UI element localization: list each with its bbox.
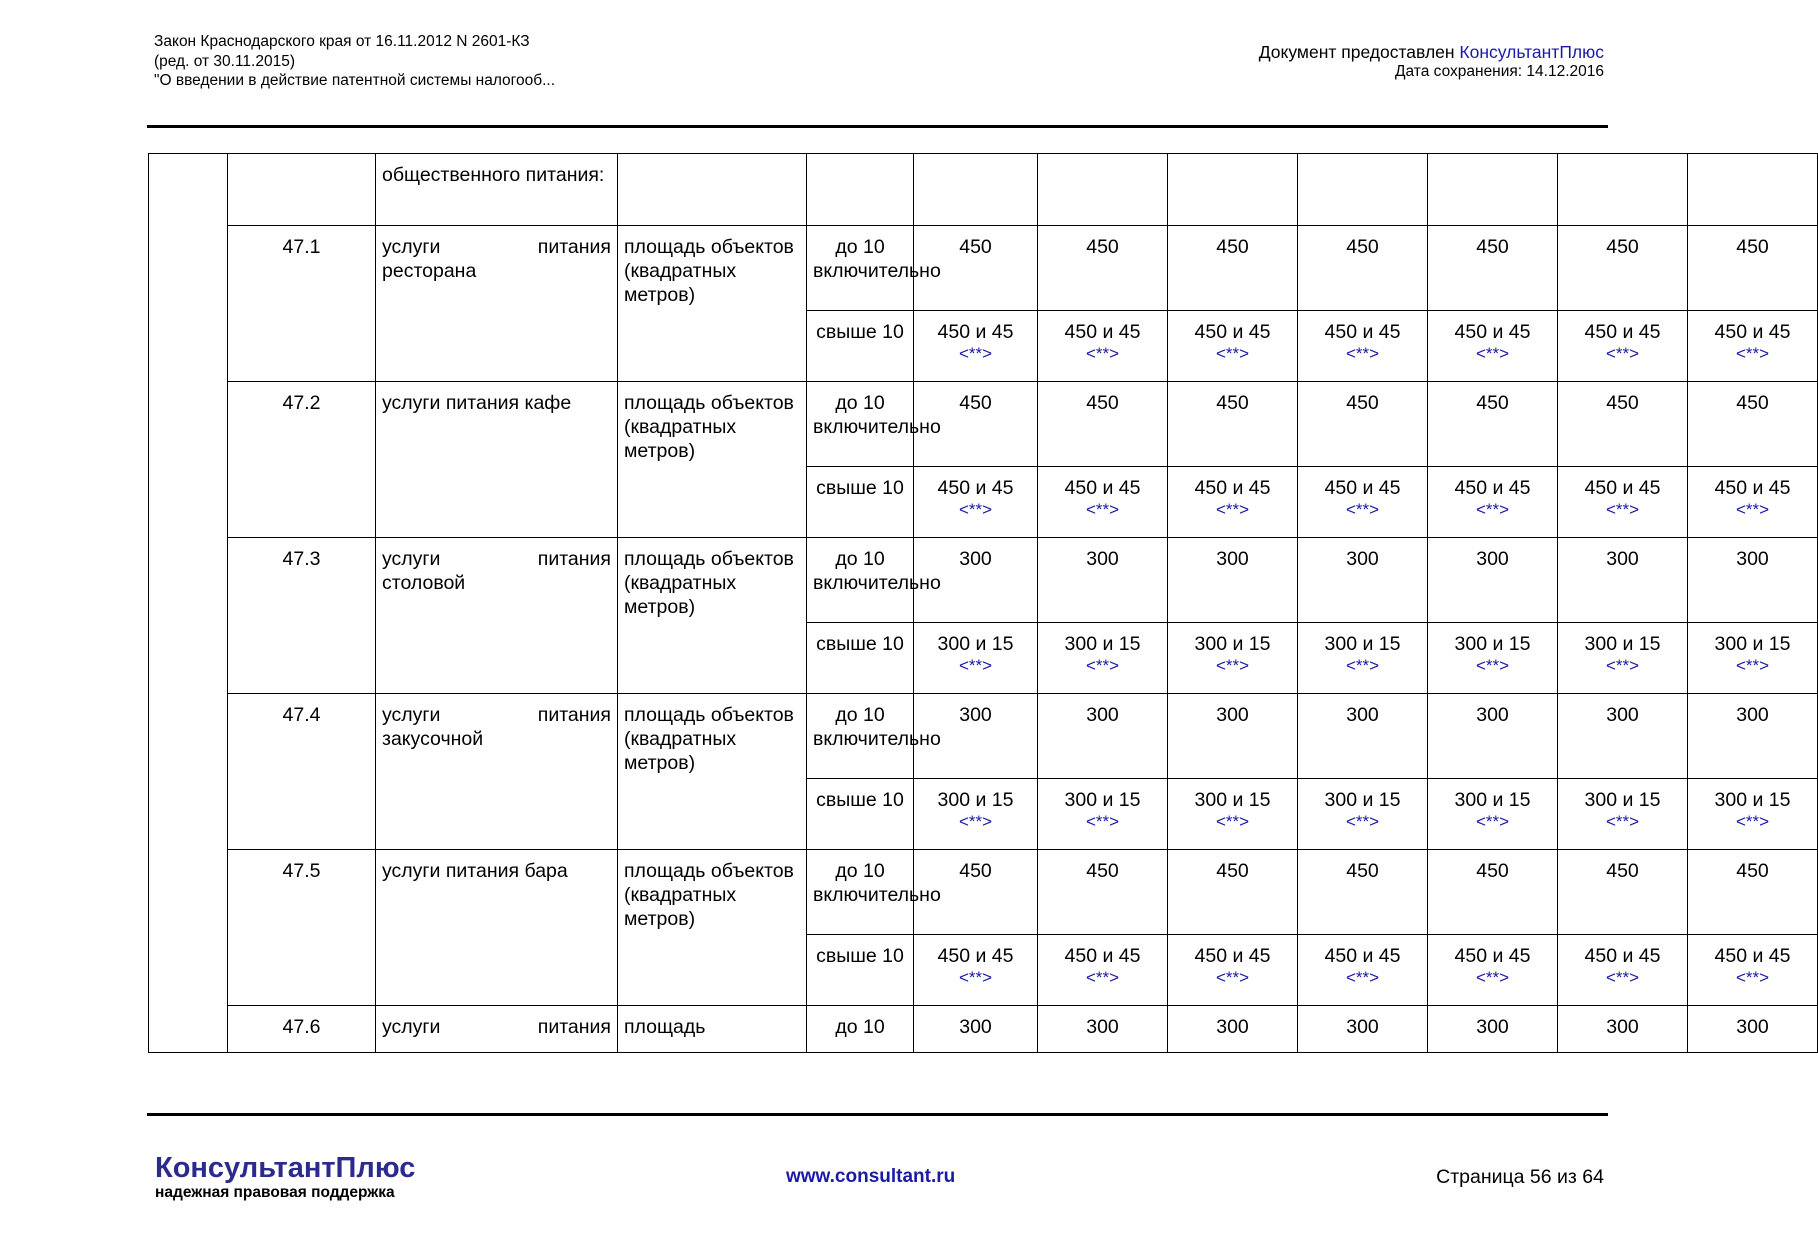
name-word: услуги [382, 548, 441, 570]
footnote-ref-link[interactable]: <**> [1345, 656, 1380, 675]
value-text: 450 и 45 [937, 945, 1014, 967]
footnote-ref-link[interactable]: <**> [1605, 968, 1640, 987]
footnote-ref-link[interactable]: <**> [958, 968, 993, 987]
cell-value [1688, 467, 1818, 538]
cell-value: 450 [1558, 382, 1688, 467]
cell-num: 47.3 [228, 538, 376, 694]
cell-value [1688, 779, 1818, 850]
cell-value: 450 [1298, 382, 1428, 467]
cell-value: 300 [914, 694, 1038, 779]
cell-value [1428, 623, 1558, 694]
brand-logo: КонсультантПлюс [155, 1152, 416, 1184]
cell-value [1298, 467, 1428, 538]
name-word: услуги [382, 1016, 441, 1038]
value-text: 300 и 15 [1194, 789, 1271, 811]
value-text: 300 и 15 [1584, 789, 1661, 811]
value-text: 450 и 45 [1324, 945, 1401, 967]
cell-num: 47.6 [228, 1006, 376, 1053]
name-word: питания [537, 1016, 611, 1038]
cell-value: 450 [914, 226, 1038, 311]
cell-value [1688, 935, 1818, 1006]
cell-value: 450 [1428, 850, 1558, 935]
value-text: 300 и 15 [1714, 789, 1791, 811]
footnote-ref-link[interactable]: <**> [1085, 344, 1120, 363]
cell-value: 450 [1298, 850, 1428, 935]
value-text: 300 и 15 [1454, 633, 1531, 655]
cell-value [1298, 311, 1428, 382]
brand-tagline: надежная правовая поддержка [155, 1184, 395, 1201]
value-text: 300 и 15 [1584, 633, 1661, 655]
table-row [149, 226, 1818, 311]
footnote-ref-link[interactable]: <**> [1475, 344, 1510, 363]
cell-value: 300 [1298, 694, 1428, 779]
cell-value: 300 [914, 1006, 1038, 1053]
blank-left-column [149, 154, 228, 1053]
cell-num [228, 154, 376, 226]
header-provided [1259, 42, 1604, 62]
cell-value [1168, 779, 1298, 850]
cell-value: 450 [1558, 850, 1688, 935]
cell-value: 450 [1038, 382, 1168, 467]
cell-value [1168, 311, 1298, 382]
cell-unit: площадь объектов (квадратных метров) [618, 850, 807, 1006]
footnote-ref-link[interactable]: <**> [1475, 812, 1510, 831]
footnote-ref-link[interactable]: <**> [1735, 344, 1770, 363]
page-counter: Страница 56 из 64 [1436, 1166, 1604, 1188]
footnote-ref-link[interactable]: <**> [958, 500, 993, 519]
cell-value: 450 [1038, 226, 1168, 311]
cell-name [376, 226, 618, 382]
header-save-date: Дата сохранения: 14.12.2016 [1395, 63, 1604, 80]
cell-value [1558, 935, 1688, 1006]
cell-area-over: свыше 10 [807, 935, 914, 1006]
cell-value [914, 311, 1038, 382]
cell-value: 450 [1038, 850, 1168, 935]
header-provided-prefix: Документ предоставлен [1258, 42, 1460, 62]
cell-value: 300 [1558, 694, 1688, 779]
cell-area-upto: до 10 включительно [807, 538, 914, 623]
value-text: 450 и 45 [1194, 477, 1271, 499]
cell-num: 47.2 [228, 382, 376, 538]
value-text: 300 и 15 [937, 633, 1014, 655]
cell-value: 300 [1168, 694, 1298, 779]
cell-value [914, 935, 1038, 1006]
cell-area-upto: до 10 [807, 1006, 914, 1053]
cell-name [376, 694, 618, 850]
value-text: 450 и 45 [1454, 945, 1531, 967]
footnote-ref-link[interactable]: <**> [1085, 500, 1120, 519]
tariff-table-viewport [148, 153, 1791, 1093]
cell-value: 450 [914, 850, 1038, 935]
cell-area-over: свыше 10 [807, 623, 914, 694]
footnote-ref-link[interactable]: <**> [1345, 968, 1380, 987]
footnote-ref-link[interactable]: <**> [1605, 812, 1640, 831]
footnote-ref-link[interactable]: <**> [1215, 812, 1250, 831]
footnote-ref-link[interactable]: <**> [1215, 656, 1250, 675]
cell-value: 300 [1038, 694, 1168, 779]
name-word: ресторана [382, 260, 477, 282]
footer-site-link[interactable]: www.consultant.ru [786, 1166, 956, 1187]
header-brand-link[interactable]: КонсультантПлюс [1459, 42, 1604, 62]
document-header-meta [1259, 42, 1604, 82]
cell-value: 300 [1428, 1006, 1558, 1053]
cell-value [1298, 154, 1428, 226]
cell-name: услуги питания бара [376, 850, 618, 1006]
document-header-title [154, 32, 555, 91]
footnote-ref-link[interactable]: <**> [1345, 344, 1380, 363]
cell-value [1038, 623, 1168, 694]
cell-value: 300 [914, 538, 1038, 623]
value-text: 450 и 45 [1454, 321, 1531, 343]
value-text: 450 и 45 [1584, 945, 1661, 967]
cell-value: 300 [1558, 538, 1688, 623]
cell-value [1428, 467, 1558, 538]
cell-value [1428, 154, 1558, 226]
cell-value [914, 623, 1038, 694]
cell-value [1038, 467, 1168, 538]
cell-value: 300 [1688, 1006, 1818, 1053]
cell-name: общественного питания: [376, 154, 618, 226]
cell-unit: площадь объектов (квадратных метров) [618, 226, 807, 382]
name-word: питания [537, 704, 611, 726]
cell-value: 300 [1298, 1006, 1428, 1053]
footnote-ref-link[interactable]: <**> [1735, 500, 1770, 519]
footnote-ref-link[interactable]: <**> [1085, 812, 1120, 831]
value-text: 450 и 45 [1064, 945, 1141, 967]
cell-value [1558, 154, 1688, 226]
cell-value [1558, 311, 1688, 382]
value-text: 450 и 45 [1194, 321, 1271, 343]
cell-value [1038, 154, 1168, 226]
value-text: 450 и 45 [937, 321, 1014, 343]
cell-unit: площадь [618, 1006, 807, 1053]
footer-divider [147, 1113, 1608, 1116]
footnote-ref-link[interactable]: <**> [1605, 656, 1640, 675]
header-law-subject: "О введении в действие патентной системы налогооб... [154, 72, 556, 89]
cell-value [1298, 935, 1428, 1006]
cell-unit: площадь объектов (квадратных метров) [618, 382, 807, 538]
cell-area-upto: до 10 включительно [807, 850, 914, 935]
cell-value [1428, 311, 1558, 382]
cell-unit [618, 154, 807, 226]
cell-value: 450 [1168, 382, 1298, 467]
cell-value: 300 [1168, 1006, 1298, 1053]
cell-value: 450 [1688, 850, 1818, 935]
cell-value: 300 [1168, 538, 1298, 623]
cell-area-over: свыше 10 [807, 311, 914, 382]
footnote-ref-link[interactable]: <**> [1735, 656, 1770, 675]
value-text: 450 и 45 [1324, 477, 1401, 499]
cell-value: 300 [1688, 694, 1818, 779]
cell-value [1558, 467, 1688, 538]
footnote-ref-link[interactable]: <**> [1085, 656, 1120, 675]
footnote-ref-link[interactable]: <**> [1605, 344, 1640, 363]
table-row [149, 694, 1818, 779]
name-word: услуги [382, 704, 441, 726]
table-row-continuation [149, 154, 1818, 226]
cell-value: 450 [1168, 226, 1298, 311]
cell-value: 450 [1688, 226, 1818, 311]
cell-value [1428, 779, 1558, 850]
cell-value [1038, 935, 1168, 1006]
cell-value [1038, 311, 1168, 382]
cell-value [1298, 779, 1428, 850]
value-text: 450 и 45 [1714, 945, 1791, 967]
footnote-ref-link[interactable]: <**> [1085, 968, 1120, 987]
cell-area-over: свыше 10 [807, 467, 914, 538]
cell-value [1168, 154, 1298, 226]
cell-value: 450 [1298, 226, 1428, 311]
footnote-ref-link[interactable]: <**> [1215, 344, 1250, 363]
footnote-ref-link[interactable]: <**> [1215, 968, 1250, 987]
cell-value: 300 [1688, 538, 1818, 623]
value-text: 300 и 15 [937, 789, 1014, 811]
cell-unit: площадь объектов (квадратных метров) [618, 538, 807, 694]
table-row [149, 850, 1818, 935]
cell-value [1688, 154, 1818, 226]
cell-value: 450 [1168, 850, 1298, 935]
cell-value: 450 [914, 382, 1038, 467]
cell-area-over: свыше 10 [807, 779, 914, 850]
footer-brand [155, 1152, 415, 1202]
value-text: 450 и 45 [1194, 945, 1271, 967]
cell-num: 47.4 [228, 694, 376, 850]
value-text: 300 и 15 [1324, 789, 1401, 811]
cell-name: услуги питания кафе [376, 382, 618, 538]
cell-value: 300 [1298, 538, 1428, 623]
header-revision: (ред. от 30.11.2015) [154, 52, 295, 70]
cell-name [376, 1006, 618, 1053]
table-row [149, 1006, 1818, 1053]
cell-unit: площадь объектов (квадратных метров) [618, 694, 807, 850]
cell-value: 300 [1558, 1006, 1688, 1053]
value-text: 300 и 15 [1454, 789, 1531, 811]
cell-area [807, 154, 914, 226]
footnote-ref-link[interactable]: <**> [958, 656, 993, 675]
cell-value: 300 [1428, 694, 1558, 779]
cell-value: 300 [1038, 538, 1168, 623]
cell-value [1168, 935, 1298, 1006]
cell-value [1038, 779, 1168, 850]
value-text: 450 и 45 [1064, 477, 1141, 499]
value-text: 450 и 45 [1714, 321, 1791, 343]
cell-value: 450 [1428, 226, 1558, 311]
name-word: закусочной [382, 728, 484, 750]
cell-area-upto: до 10 включительно [807, 382, 914, 467]
cell-value: 450 [1688, 382, 1818, 467]
name-word: питания [537, 236, 611, 258]
cell-area-upto: до 10 включительно [807, 694, 914, 779]
footnote-ref-link[interactable]: <**> [1475, 656, 1510, 675]
footnote-ref-link[interactable]: <**> [1215, 500, 1250, 519]
value-text: 300 и 15 [1064, 633, 1141, 655]
value-text: 450 и 45 [1454, 477, 1531, 499]
cell-num: 47.5 [228, 850, 376, 1006]
footnote-ref-link[interactable]: <**> [958, 344, 993, 363]
table-row [149, 538, 1818, 623]
header-divider [147, 125, 1608, 128]
footnote-ref-link[interactable]: <**> [958, 812, 993, 831]
footnote-ref-link[interactable]: <**> [1345, 500, 1380, 519]
tariff-table [148, 153, 1818, 1053]
footnote-ref-link[interactable]: <**> [1735, 968, 1770, 987]
cell-value [1168, 623, 1298, 694]
cell-value [914, 779, 1038, 850]
value-text: 300 и 15 [1194, 633, 1271, 655]
name-word: столовой [382, 572, 466, 594]
cell-name [376, 538, 618, 694]
table-row [149, 382, 1818, 467]
cell-value: 300 [1038, 1006, 1168, 1053]
cell-value [1558, 623, 1688, 694]
footnote-ref-link[interactable]: <**> [1475, 500, 1510, 519]
footnote-ref-link[interactable]: <**> [1345, 812, 1380, 831]
value-text: 450 и 45 [1064, 321, 1141, 343]
cell-value [914, 154, 1038, 226]
footnote-ref-link[interactable]: <**> [1605, 500, 1640, 519]
cell-value [1558, 779, 1688, 850]
cell-num: 47.1 [228, 226, 376, 382]
cell-value: 450 [1428, 382, 1558, 467]
header-law-title: Закон Краснодарского края от 16.11.2012 N 2601-КЗ [154, 33, 530, 50]
value-text: 450 и 45 [1714, 477, 1791, 499]
value-text: 450 и 45 [1584, 477, 1661, 499]
cell-value [1428, 935, 1558, 1006]
footnote-ref-link[interactable]: <**> [1735, 812, 1770, 831]
value-text: 300 и 15 [1064, 789, 1141, 811]
value-text: 450 и 45 [1324, 321, 1401, 343]
value-text: 300 и 15 [1324, 633, 1401, 655]
cell-value [1168, 467, 1298, 538]
cell-value: 300 [1428, 538, 1558, 623]
footnote-ref-link[interactable]: <**> [1475, 968, 1510, 987]
value-text: 450 и 45 [1584, 321, 1661, 343]
cell-value [1688, 311, 1818, 382]
cell-value [1688, 623, 1818, 694]
name-word: услуги [382, 236, 441, 258]
name-word: питания [537, 548, 611, 570]
value-text: 450 и 45 [937, 477, 1014, 499]
cell-area-upto: до 10 включительно [807, 226, 914, 311]
cell-value [914, 467, 1038, 538]
value-text: 300 и 15 [1714, 633, 1791, 655]
cell-value [1298, 623, 1428, 694]
cell-value: 450 [1558, 226, 1688, 311]
